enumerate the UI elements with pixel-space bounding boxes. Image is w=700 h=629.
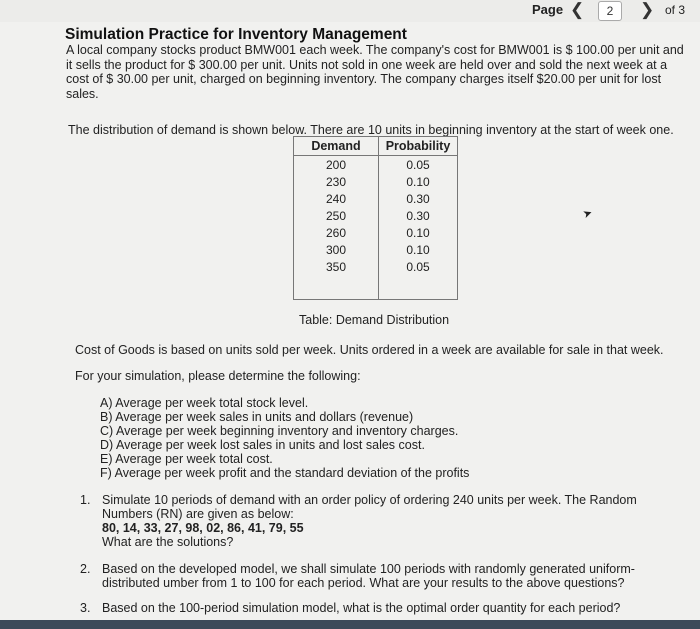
- question-text: Simulate 10 periods of demand with an order policy of ordering 240 units per week. The Random Numbers (RN) are given as below:: [102, 493, 637, 521]
- demand-header: Demand: [294, 137, 379, 156]
- list-item: F) Average per week profit and the standard deviation of the profits: [100, 466, 470, 480]
- probability-cell: 0.05: [379, 156, 458, 174]
- table-row: [294, 156, 458, 174]
- page-number-input[interactable]: 2: [598, 1, 622, 21]
- question-1: [80, 493, 662, 549]
- table-header-row: [294, 137, 458, 156]
- demand-cell: 260: [294, 224, 379, 241]
- list-item: A) Average per week total stock level.: [100, 396, 309, 410]
- list-item: B) Average per week sales in units and dollars (revenue): [100, 410, 414, 424]
- question-2: [80, 562, 662, 590]
- intro-paragraph: A local company stocks product BMW001 each week. The company's cost for BMW001 is $ 100.00 per unit and it sells the product for $ 300.00 per unit. Units not sold in one week are held over and sold the next week at a cost of $ 30.00 per unit, charged on beginning inventory. The company charges itself $20.00 per unit for lost sales.: [66, 43, 684, 101]
- demand-cell: 300: [294, 241, 379, 258]
- question-number: 3.: [80, 601, 91, 615]
- probability-cell: 0.05: [379, 258, 458, 275]
- table-row: [294, 258, 458, 275]
- table-row: [294, 190, 458, 207]
- pdf-toolbar: [0, 0, 700, 22]
- question-number: 2.: [80, 562, 91, 576]
- demand-cell: 350: [294, 258, 379, 275]
- demand-cell: 250: [294, 207, 379, 224]
- next-page-icon[interactable]: ❯: [640, 0, 655, 19]
- table-caption: Table: Demand Distribution: [299, 313, 450, 327]
- probability-cell: 0.30: [379, 190, 458, 207]
- probability-header: Probability: [379, 137, 458, 156]
- list-item: E) Average per week total cost.: [100, 452, 273, 466]
- demand-distribution-table: [293, 136, 458, 300]
- table-spacer-row: [294, 275, 458, 300]
- page-total: of 3: [665, 3, 686, 17]
- deliverables-list: [100, 396, 469, 480]
- document-page: [0, 22, 700, 622]
- probability-cell: 0.10: [379, 173, 458, 190]
- list-item: C) Average per week beginning inventory and inventory charges.: [100, 424, 459, 438]
- table-row: [294, 241, 458, 258]
- page-label: Page: [532, 2, 564, 17]
- list-item: D) Average per week lost sales in units and lost sales cost.: [100, 438, 425, 452]
- cogs-paragraph: Cost of Goods is based on units sold per week. Units ordered in a week are available for sale in that week.: [75, 343, 664, 357]
- demand-cell: 230: [294, 173, 379, 190]
- demand-cell: 200: [294, 156, 379, 174]
- distribution-text: The distribution of demand is shown below. There are 10 units in beginning inventory at the start of week one.: [68, 123, 674, 137]
- probability-cell: 0.10: [379, 224, 458, 241]
- question-number: 1.: [80, 493, 91, 507]
- question-3: [80, 601, 662, 615]
- probability-cell: 0.10: [379, 241, 458, 258]
- previous-page-icon[interactable]: ❮: [570, 0, 585, 19]
- table-row: [294, 207, 458, 224]
- question-text: Based on the 100-period simulation model, what is the optimal order quantity for each period?: [102, 601, 621, 615]
- demand-cell: 240: [294, 190, 379, 207]
- mouse-cursor-icon: ➤: [581, 206, 595, 222]
- for-simulation-paragraph: For your simulation, please determine the following:: [75, 369, 361, 383]
- document-title: Simulation Practice for Inventory Management: [65, 26, 407, 43]
- question-tail: What are the solutions?: [102, 535, 234, 549]
- bottom-bar: [0, 620, 700, 629]
- random-numbers: 80, 14, 33, 27, 98, 02, 86, 41, 79, 55: [102, 521, 304, 535]
- table-row: [294, 173, 458, 190]
- question-text: Based on the developed model, we shall simulate 100 periods with randomly generated uniform-distributed umber from 1 to 100 for each period. What are your results to the above questions?: [102, 562, 635, 590]
- probability-cell: 0.30: [379, 207, 458, 224]
- table-row: [294, 224, 458, 241]
